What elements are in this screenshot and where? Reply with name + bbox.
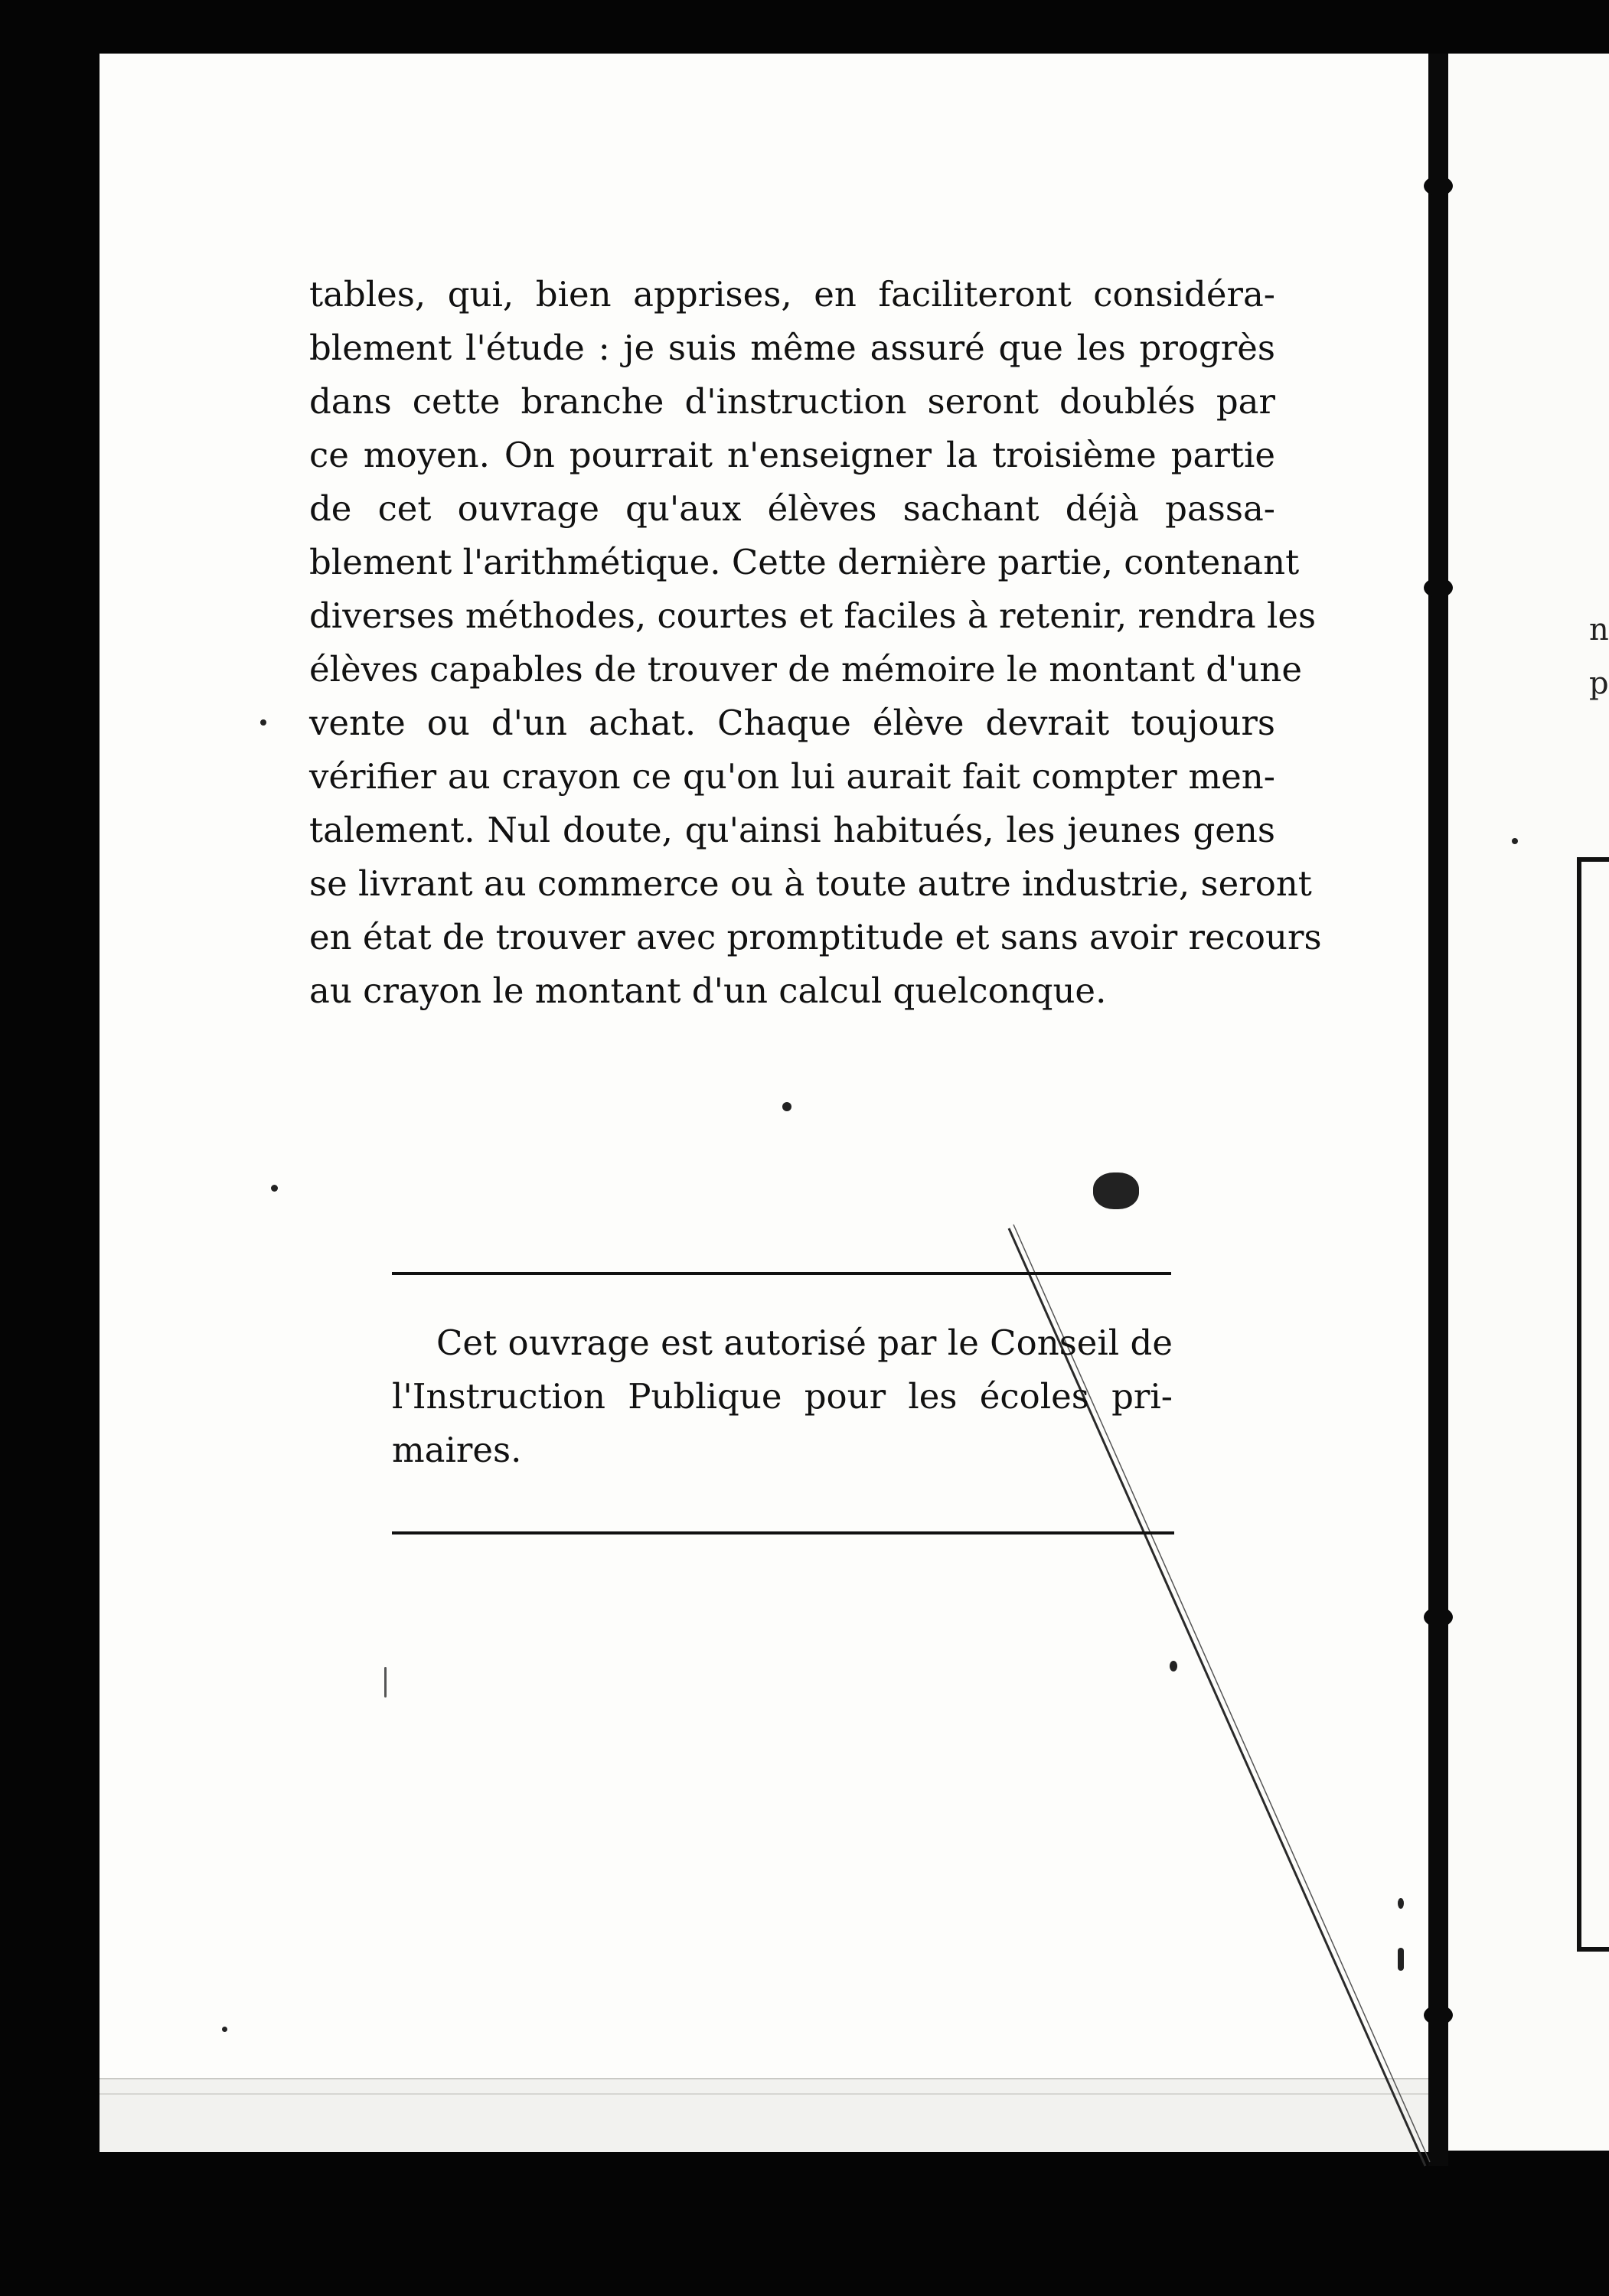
facing-page-fragment: p: [1589, 666, 1609, 701]
scratch-mark: [384, 1667, 387, 1698]
notice-line: l'Instruction Publique pour les écoles pri-: [392, 1376, 1173, 1417]
ink-speck: [260, 719, 266, 726]
text-line: tables, qui, bien apprises, en faciliteront considéra-: [309, 274, 1275, 315]
ink-speck: [222, 2027, 227, 2032]
text-line: ce moyen. On pourrait n'enseigner la troisième partie: [309, 435, 1275, 475]
ink-speck: [271, 1185, 278, 1192]
notice-rule-top: [392, 1272, 1171, 1275]
ink-speck: [1512, 838, 1518, 844]
facing-page-fragment: n: [1589, 612, 1609, 647]
main-paragraph: [309, 268, 1322, 1018]
ink-speck: [1398, 1898, 1404, 1909]
text-line: en état de trouver avec promptitude et sans avoir recours: [309, 917, 1322, 957]
text-line: de cet ouvrage qu'aux élèves sachant déjà passa-: [309, 488, 1275, 529]
text-line: blement l'arithmétique. Cette dernière partie, contenant: [309, 542, 1300, 582]
text-line: talement. Nul doute, qu'ainsi habitués, les jeunes gens: [309, 810, 1275, 850]
ink-blot: [1093, 1172, 1139, 1209]
notice-line: Cet ouvrage est autorisé par le Conseil de: [436, 1322, 1173, 1363]
text-line: diverses méthodes, courtes et faciles à retenir, rendra les: [309, 595, 1317, 636]
text-line: dans cette branche d'instruction seront doublés par: [309, 381, 1275, 422]
notice-line: maires.: [392, 1430, 522, 1470]
notice-rule-bottom: [392, 1531, 1174, 1534]
ink-speck: [782, 1102, 791, 1111]
ink-speck: [1170, 1661, 1177, 1671]
text-line: au crayon le montant d'un calcul quelconque.: [309, 970, 1107, 1011]
text-line: se livrant au commerce ou à toute autre industrie, seront: [309, 863, 1312, 904]
facing-page-frame: [1577, 857, 1609, 1952]
text-line: blement l'étude : je suis même assuré que les progrès: [309, 328, 1275, 368]
text-line: élèves capables de trouver de mémoire le montant d'une: [309, 649, 1303, 690]
ink-speck: [1398, 1948, 1404, 1971]
text-line: vente ou d'un achat. Chaque élève devrait toujours: [309, 703, 1275, 743]
text-line: vérifier au crayon ce qu'on lui aurait fait compter men-: [309, 756, 1275, 797]
authorization-notice: [392, 1316, 1173, 1477]
